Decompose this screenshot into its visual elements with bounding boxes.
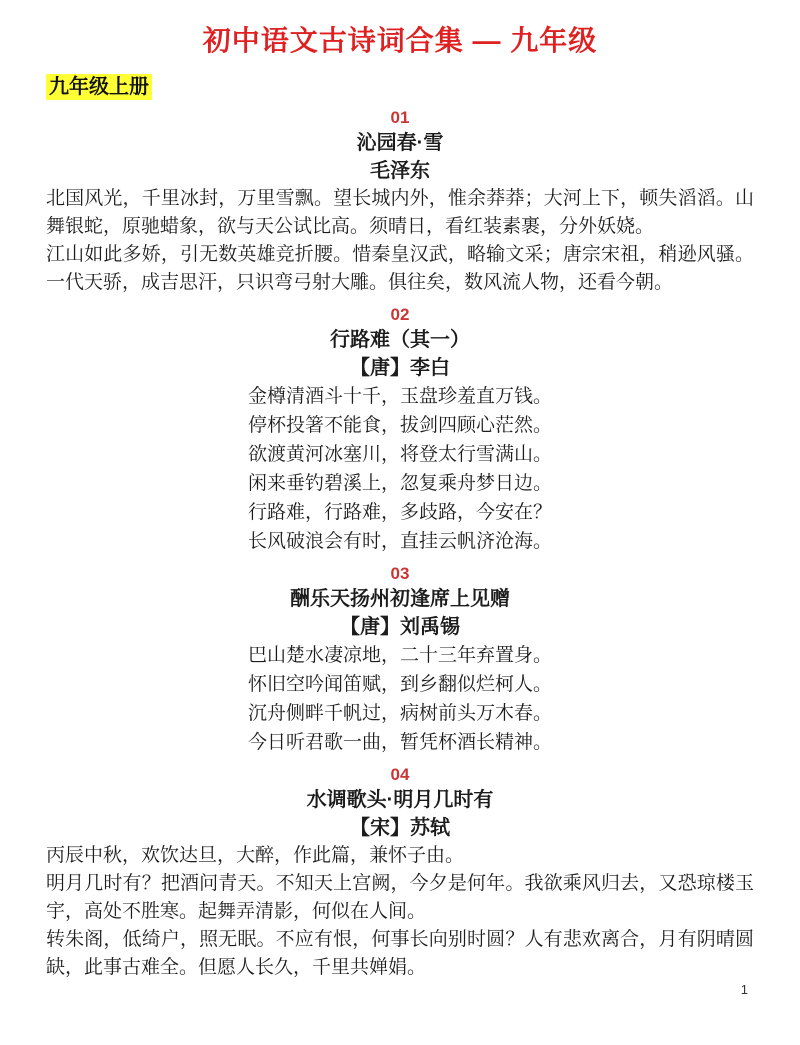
poem-number: 03 (390, 564, 410, 583)
poem-section-04 (46, 763, 754, 982)
poem-paragraph: 北国风光，千里冰封，万里雪飘。望长城内外，惟余莽莽；大河上下，顿失滔滔。山舞银蛇，原驰蜡象，欲与天公试比高。须晴日，看红装素裹，分外妖娆。 (46, 188, 754, 237)
poem-number: 01 (390, 108, 410, 127)
poem-verse: 闲来垂钓碧溪上，忽复乘舟梦日边。 (247, 473, 552, 494)
poem-verse: 长风破浪会有时，直挂云帆济沧海。 (247, 531, 552, 552)
poem-section-01 (46, 106, 754, 297)
poem-number: 02 (390, 305, 410, 324)
poem-section-03 (46, 562, 754, 757)
poem-title: 行路难（其一） (330, 329, 470, 351)
poem-verse: 行路难，行路难，多歧路，今安在？ (247, 502, 552, 523)
poem-author: 毛泽东 (370, 160, 430, 182)
poem-paragraph: 明月几时有？把酒问青天。不知天上宫阙，今夕是何年。我欲乘风归去，又恐琼楼玉宇，高处不胜寒。起舞弄清影，何似在人间。 (46, 873, 754, 922)
poem-verse: 巴山楚水凄凉地，二十三年弃置身。 (247, 645, 552, 666)
poem-author: 【唐】李白 (350, 357, 450, 379)
section-heading-row (46, 74, 754, 100)
poem-verse: 停杯投箸不能食，拔剑四顾心茫然。 (247, 415, 552, 436)
page-number: 1 (740, 982, 748, 997)
poem-title: 沁园春·雪 (356, 132, 444, 154)
poem-title: 水调歌头·明月几时有 (306, 789, 494, 811)
poem-verse: 沉舟侧畔千帆过，病树前头万木春。 (247, 703, 552, 724)
poem-paragraph: 江山如此多娇，引无数英雄竞折腰。惜秦皇汉武，略输文采；唐宗宋祖，稍逊风骚。一代天骄，成吉思汗，只识弯弓射大雕。俱往矣，数风流人物，还看今朝。 (46, 244, 754, 293)
document-title: 初中语文古诗词合集 — 九年级 (202, 25, 598, 56)
poem-author: 【宋】苏轼 (350, 817, 450, 839)
section-heading-highlight: 九年级上册 (46, 74, 152, 100)
poem-verse: 欲渡黄河冰塞川，将登太行雪满山。 (247, 444, 552, 465)
poem-verse: 金樽清酒斗十千，玉盘珍羞直万钱。 (247, 386, 552, 407)
poem-author: 【唐】刘禹锡 (340, 616, 460, 638)
poem-title: 酬乐天扬州初逢席上见赠 (290, 588, 510, 610)
poem-number: 04 (390, 765, 410, 784)
poem-verse: 今日听君歌一曲，暂凭杯酒长精神。 (247, 732, 552, 753)
poem-paragraph: 转朱阁，低绮户，照无眠。不应有恨，何事长向别时圆？人有悲欢离合，月有阴晴圆缺，此事古难全。但愿人长久，千里共婵娟。 (46, 929, 754, 978)
poem-section-02 (46, 303, 754, 556)
poem-verse: 怀旧空吟闻笛赋，到乡翻似烂柯人。 (247, 674, 552, 695)
poem-paragraph: 丙辰中秋，欢饮达旦，大醉，作此篇，兼怀子由。 (46, 845, 465, 866)
